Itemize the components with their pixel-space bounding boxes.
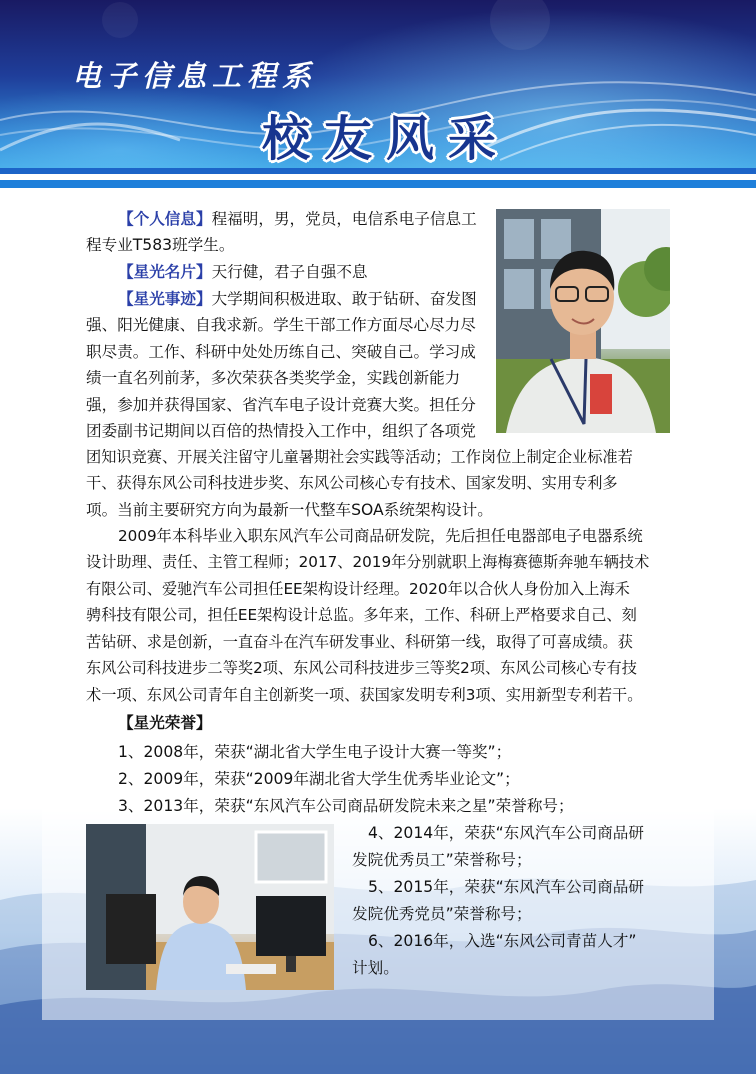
deeds-line-0: [118, 287, 477, 309]
department-subtitle: 电子信息工程系: [72, 59, 318, 93]
deeds-line-2: 职尽责。工作、科研中处处历练自己、突破自己。学习成: [86, 343, 476, 361]
motto-text: 天行健，君子自强不息: [211, 263, 368, 281]
info-text: 程福明，男，党员，电信系电子信息工: [211, 210, 477, 228]
honor-item-1: 1、2008年，荣获“湖北省大学生电子设计大赛一等奖”；: [118, 743, 512, 761]
info-line-1: [118, 207, 477, 229]
career-line-6: 术一项、东风公司青年自主创新奖一项、获国家发明专利3项、实用新型专利若干。: [86, 686, 643, 704]
honor-item-3: 3、2013年，荣获“东风汽车公司商品研发院未来之星”荣誉称号；: [118, 797, 574, 815]
honor-item-4b: 发院优秀员工”荣誉称号；: [352, 851, 532, 869]
office-photo: [86, 824, 334, 990]
header-banner: [0, 0, 756, 190]
page-title: 校友风采: [262, 111, 511, 167]
info-label: 【个人信息】: [118, 210, 212, 228]
info-line-2: 程专业T583班学生。: [86, 236, 235, 254]
motto-label: 【星光名片】: [118, 263, 212, 281]
honor-item-6a: 6、2016年，入选“东风公司青苗人才”: [368, 932, 637, 950]
career-line-1: 设计助理、责任、主管工程师；2017、2019年分别就职上海梅赛德斯奔驰车辆技术: [86, 553, 650, 571]
honor-item-2: 2、2009年，荣获“2009年湖北省大学生优秀毕业论文”；: [118, 770, 520, 788]
honor-item-4a: 4、2014年，荣获“东风汽车公司商品研: [368, 824, 644, 842]
deeds-text: 大学期间积极进取、敢于钻研、奋发图: [211, 290, 477, 308]
honor-item-5b: 发院优秀党员”荣誉称号；: [352, 905, 532, 923]
deeds-line-1: 强、阳光健康、自我求新。学生干部工作方面尽心尽力尽: [86, 316, 476, 334]
portrait-illustration: [496, 209, 670, 433]
career-line-3: 骋科技有限公司，担任EE架构设计总监。多年来，工作、科研上严格要求自己、刻: [86, 606, 637, 624]
career-line-5: 东风公司科技进步二等奖2项、东风公司科技进步三等奖2项、东风公司核心专有技: [86, 659, 637, 677]
deeds-line-5: 团委副书记期间以百倍的热情投入工作中，组织了各项党: [86, 422, 476, 440]
motto-line: [118, 260, 368, 282]
deeds-line-8: 项。当前主要研究方向为最新一代整车SOA系统架构设计。: [86, 501, 493, 519]
deeds-line-4: 强，参加并获得国家、省汽车电子设计竞赛大奖。担任分: [86, 396, 476, 414]
career-line-2: 有限公司、爱驰汽车公司担任EE架构设计经理。2020年以合伙人身份加入上海禾: [86, 580, 630, 598]
honor-item-5a: 5、2015年，荣获“东风汽车公司商品研: [368, 878, 644, 896]
honors-label: 【星光荣誉】: [118, 714, 212, 732]
deeds-line-7: 干、获得东风公司科技进步奖、东风公司核心专有技术、国家发明、实用专利多: [86, 474, 618, 492]
office-illustration: [86, 824, 334, 990]
deeds-line-6: 团知识竞赛、开展关注留守儿童暑期社会实践等活动；工作岗位上制定企业标准若: [86, 448, 633, 466]
header-stripe: [0, 180, 756, 188]
deeds-line-3: 绩一直名列前茅，多次荣获各类奖学金，实践创新能力: [86, 369, 461, 387]
honor-item-6b: 计划。: [352, 959, 399, 977]
career-line-4: 苦钻研、求是创新，一直奋斗在汽车研发事业、科研第一线，取得了可喜成绩。获: [86, 633, 633, 651]
career-line-0: 2009年本科毕业入职东风汽车公司商品研发院，先后担任电器部电子电器系统: [118, 527, 643, 545]
portrait-photo: [496, 209, 670, 433]
deeds-label: 【星光事迹】: [118, 290, 212, 308]
